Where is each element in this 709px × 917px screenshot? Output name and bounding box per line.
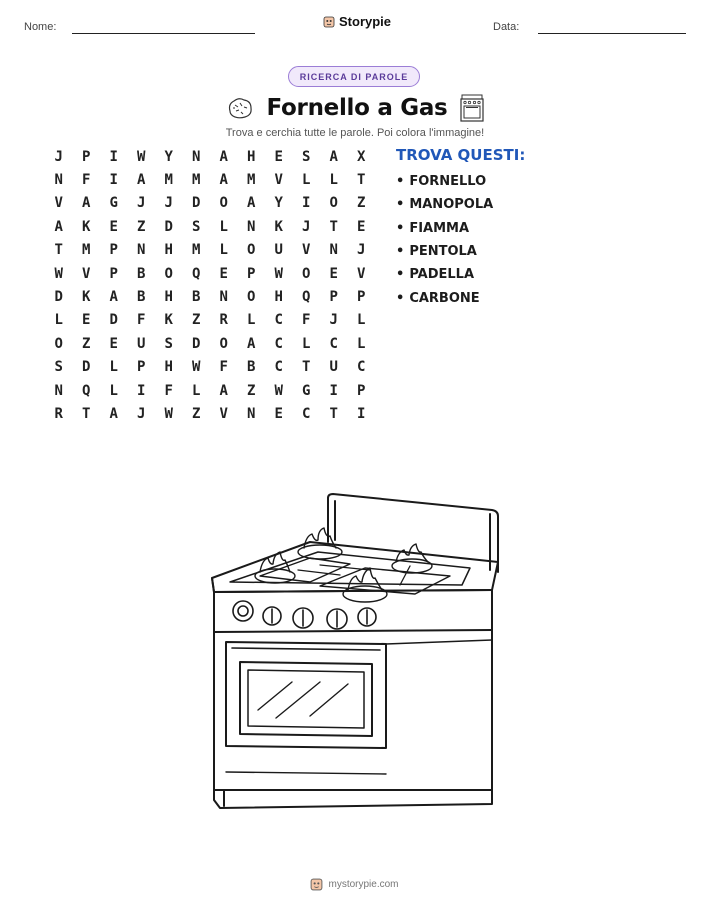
- grid-cell[interactable]: A: [109, 405, 118, 422]
- grid-cell[interactable]: K: [164, 312, 173, 329]
- brand-name: Storypie: [339, 14, 392, 29]
- grid-cell[interactable]: Z: [82, 335, 91, 352]
- grid-cell[interactable]: U: [274, 242, 283, 259]
- word-list-item: • FIAMMA: [396, 217, 493, 240]
- grid-cell[interactable]: A: [109, 289, 118, 306]
- grid-cell[interactable]: E: [274, 148, 283, 165]
- page-title: [200, 90, 510, 126]
- grid-cell[interactable]: J: [54, 148, 63, 165]
- grid-cell[interactable]: V: [54, 195, 63, 212]
- grid-cell[interactable]: H: [164, 359, 173, 376]
- gas-stove-illustration[interactable]: [200, 490, 510, 855]
- grid-cell[interactable]: S: [54, 359, 63, 376]
- word-list-item: • MANOPOLA: [396, 193, 493, 216]
- grid-cell[interactable]: N: [329, 242, 338, 259]
- name-line[interactable]: [72, 33, 255, 34]
- grid-cell[interactable]: P: [109, 265, 118, 282]
- grid-cell[interactable]: G: [302, 382, 311, 399]
- grid-cell[interactable]: V: [274, 172, 283, 189]
- grid-cell[interactable]: A: [219, 172, 228, 189]
- grid-cell[interactable]: O: [219, 195, 228, 212]
- grid-cell[interactable]: Z: [137, 218, 146, 235]
- grid-cell[interactable]: D: [192, 195, 201, 212]
- grid-cell[interactable]: W: [274, 265, 283, 282]
- grid-cell[interactable]: A: [219, 148, 228, 165]
- grid-cell[interactable]: N: [54, 382, 63, 399]
- grid-cell[interactable]: W: [137, 148, 146, 165]
- grid-cell[interactable]: Z: [192, 405, 201, 422]
- burner-front: [343, 568, 387, 602]
- grid-cell[interactable]: R: [219, 312, 228, 329]
- grid-cell[interactable]: R: [54, 405, 63, 422]
- name-label: Nome:: [24, 21, 57, 33]
- grid-cell[interactable]: N: [219, 289, 228, 306]
- footer: [0, 878, 709, 891]
- grid-cell[interactable]: Q: [82, 382, 91, 399]
- grid-cell[interactable]: O: [54, 335, 63, 352]
- grid-cell[interactable]: I: [137, 382, 146, 399]
- grid-cell[interactable]: D: [82, 359, 91, 376]
- word-list-item: • PADELLA: [396, 263, 493, 286]
- grid-cell[interactable]: Q: [302, 289, 311, 306]
- grid-cell[interactable]: X: [357, 148, 366, 165]
- grid-cell[interactable]: P: [329, 289, 338, 306]
- grid-cell[interactable]: O: [247, 242, 256, 259]
- grid-cell[interactable]: T: [302, 359, 311, 376]
- grid-cell[interactable]: N: [54, 172, 63, 189]
- grid-cell[interactable]: P: [357, 289, 366, 306]
- grid-cell[interactable]: L: [302, 335, 311, 352]
- grid-cell[interactable]: P: [109, 242, 118, 259]
- grid-cell[interactable]: M: [192, 172, 201, 189]
- grid-cell[interactable]: A: [247, 195, 256, 212]
- grid-cell[interactable]: H: [164, 289, 173, 306]
- grid-cell[interactable]: D: [54, 289, 63, 306]
- grid-cell[interactable]: U: [137, 335, 146, 352]
- grid-cell[interactable]: Q: [192, 265, 201, 282]
- grid-cell[interactable]: V: [357, 265, 366, 282]
- grid-cell[interactable]: J: [137, 195, 146, 212]
- grid-cell[interactable]: F: [137, 312, 146, 329]
- title-text: Fornello a Gas: [266, 95, 448, 121]
- storypie-logo-icon: [323, 16, 335, 28]
- grid-cell[interactable]: K: [82, 218, 91, 235]
- grid-cell[interactable]: N: [247, 218, 256, 235]
- grid-cell[interactable]: O: [247, 289, 256, 306]
- grid-cell[interactable]: F: [82, 172, 91, 189]
- grid-cell[interactable]: E: [109, 218, 118, 235]
- storypie-footer-logo-icon: [310, 878, 323, 891]
- grid-cell[interactable]: D: [164, 218, 173, 235]
- grid-cell[interactable]: L: [54, 312, 63, 329]
- grid-cell[interactable]: C: [274, 335, 283, 352]
- grid-cell[interactable]: I: [302, 195, 311, 212]
- date-line[interactable]: [538, 33, 686, 34]
- grid-cell[interactable]: F: [219, 359, 228, 376]
- grid-cell[interactable]: C: [357, 359, 366, 376]
- grid-cell[interactable]: M: [164, 172, 173, 189]
- grid-cell[interactable]: W: [274, 382, 283, 399]
- grid-cell[interactable]: E: [274, 405, 283, 422]
- date-label: Data:: [493, 21, 520, 33]
- word-list-item: • CARBONE: [396, 286, 493, 309]
- grid-cell[interactable]: J: [357, 242, 366, 259]
- grid-cell[interactable]: P: [357, 382, 366, 399]
- activity-badge: RICERCA DI PAROLE: [288, 66, 420, 87]
- grid-cell[interactable]: Z: [192, 312, 201, 329]
- coal-icon: [225, 95, 255, 121]
- instructions: Trova e cerchia tutte le parole. Poi colora l'immagine!: [225, 127, 485, 139]
- grid-cell[interactable]: L: [192, 382, 201, 399]
- grid-cell[interactable]: A: [137, 172, 146, 189]
- grid-cell[interactable]: H: [247, 148, 256, 165]
- grid-cell[interactable]: Z: [247, 382, 256, 399]
- grid-cell[interactable]: Y: [164, 148, 173, 165]
- grid-cell[interactable]: T: [329, 405, 338, 422]
- word-search-grid[interactable]: [45, 145, 375, 467]
- stove-mini-icon: [459, 93, 485, 123]
- footer-site: mystorypie.com: [328, 879, 399, 890]
- grid-cell[interactable]: W: [164, 405, 173, 422]
- grid-cell[interactable]: T: [357, 172, 366, 189]
- grid-cell[interactable]: O: [164, 265, 173, 282]
- grid-cell[interactable]: I: [109, 172, 118, 189]
- grid-cell[interactable]: N: [137, 242, 146, 259]
- grid-cell[interactable]: A: [247, 335, 256, 352]
- word-list-item: • FORNELLO: [396, 170, 493, 193]
- grid-cell[interactable]: S: [164, 335, 173, 352]
- grid-cell[interactable]: V: [219, 405, 228, 422]
- grid-cell[interactable]: Z: [357, 195, 366, 212]
- grid-cell[interactable]: U: [329, 359, 338, 376]
- word-list-item: • PENTOLA: [396, 240, 493, 263]
- grid-cell[interactable]: J: [164, 195, 173, 212]
- grid-cell[interactable]: M: [247, 172, 256, 189]
- grid-cell[interactable]: V: [302, 242, 311, 259]
- grid-cell[interactable]: J: [137, 405, 146, 422]
- word-list: [396, 170, 493, 310]
- grid-cell[interactable]: C: [274, 312, 283, 329]
- grid-cell[interactable]: L: [109, 359, 118, 376]
- grid-cell[interactable]: O: [219, 335, 228, 352]
- grid-cell[interactable]: F: [164, 382, 173, 399]
- brand-logo: [323, 14, 391, 29]
- grid-cell[interactable]: B: [247, 359, 256, 376]
- grid-cell[interactable]: T: [82, 405, 91, 422]
- grid-cell[interactable]: I: [357, 405, 366, 422]
- grid-cell[interactable]: C: [274, 359, 283, 376]
- grid-cell[interactable]: M: [192, 242, 201, 259]
- grid-cell[interactable]: L: [219, 242, 228, 259]
- grid-cell[interactable]: B: [137, 289, 146, 306]
- grid-cell[interactable]: E: [82, 312, 91, 329]
- grid-cell[interactable]: N: [192, 148, 201, 165]
- grid-cell[interactable]: V: [82, 265, 91, 282]
- grid-cell[interactable]: L: [357, 312, 366, 329]
- grid-cell[interactable]: I: [109, 148, 118, 165]
- grid-cell[interactable]: T: [54, 242, 63, 259]
- grid-cell[interactable]: B: [137, 265, 146, 282]
- grid-cell[interactable]: L: [219, 218, 228, 235]
- grid-cell[interactable]: E: [329, 265, 338, 282]
- grid-cell[interactable]: C: [302, 405, 311, 422]
- grid-cell[interactable]: J: [329, 312, 338, 329]
- grid-cell[interactable]: F: [302, 312, 311, 329]
- grid-cell[interactable]: L: [302, 172, 311, 189]
- grid-cell[interactable]: P: [137, 359, 146, 376]
- burner-right-back: [392, 544, 432, 573]
- grid-cell[interactable]: O: [302, 265, 311, 282]
- grid-cell[interactable]: P: [247, 265, 256, 282]
- grid-cell[interactable]: H: [164, 242, 173, 259]
- grid-cell[interactable]: M: [82, 242, 91, 259]
- grid-cell[interactable]: I: [329, 382, 338, 399]
- grid-cell[interactable]: A: [219, 382, 228, 399]
- grid-cell[interactable]: A: [54, 218, 63, 235]
- grid-cell[interactable]: T: [329, 218, 338, 235]
- grid-cell[interactable]: W: [192, 359, 201, 376]
- grid-cell[interactable]: D: [109, 312, 118, 329]
- grid-cell[interactable]: C: [329, 335, 338, 352]
- grid-cell[interactable]: B: [192, 289, 201, 306]
- grid-cell[interactable]: L: [329, 172, 338, 189]
- grid-cell[interactable]: D: [192, 335, 201, 352]
- grid-cell[interactable]: L: [357, 335, 366, 352]
- grid-cell[interactable]: S: [192, 218, 201, 235]
- grid-cell[interactable]: A: [329, 148, 338, 165]
- grid-cell[interactable]: A: [82, 195, 91, 212]
- grid-cell[interactable]: Y: [274, 195, 283, 212]
- grid-cell[interactable]: N: [247, 405, 256, 422]
- grid-cell[interactable]: P: [82, 148, 91, 165]
- grid-cell[interactable]: S: [302, 148, 311, 165]
- grid-cell[interactable]: L: [247, 312, 256, 329]
- grid-cell[interactable]: G: [109, 195, 118, 212]
- word-list-title: TROVA QUESTI:: [396, 146, 526, 164]
- grid-cell[interactable]: H: [274, 289, 283, 306]
- grid-cell[interactable]: L: [109, 382, 118, 399]
- grid-cell[interactable]: J: [302, 218, 311, 235]
- grid-cell[interactable]: W: [54, 265, 63, 282]
- grid-cell[interactable]: K: [274, 218, 283, 235]
- grid-cell[interactable]: E: [357, 218, 366, 235]
- grid-cell[interactable]: O: [329, 195, 338, 212]
- grid-cell[interactable]: E: [109, 335, 118, 352]
- grid-cell[interactable]: K: [82, 289, 91, 306]
- grid-cell[interactable]: E: [219, 265, 228, 282]
